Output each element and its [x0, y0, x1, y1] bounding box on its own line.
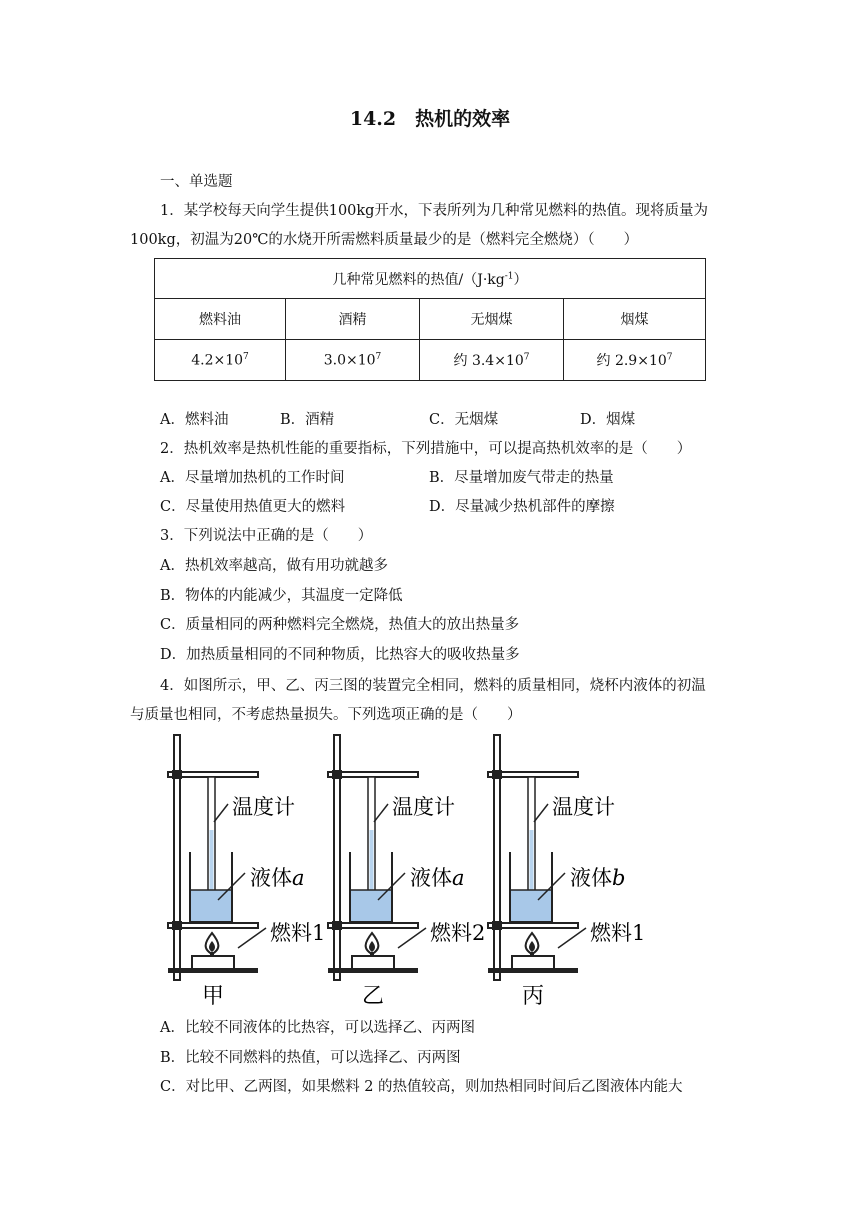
- q1-option-d: D．烟煤: [580, 412, 636, 428]
- q1-stem-line2: 100kg，初温为20℃的水烧开所需燃料质量最少的是（燃料完全燃烧）（ ）: [130, 232, 639, 248]
- q3-stem: 3．下列说法中正确的是（ ）: [160, 528, 373, 544]
- q1-option-c: C．无烟煤: [429, 412, 499, 428]
- q1-option-b: B．酒精: [280, 412, 335, 428]
- q3-option-b: B．物体的内能减少，其温度一定降低: [160, 588, 403, 604]
- q4-option-a: A．比较不同液体的比热容，可以选择乙、丙两图: [160, 1020, 475, 1036]
- fuel-label: 燃料2: [430, 921, 486, 945]
- table-cell-value: $4.2\times 10^7$: [155, 340, 286, 381]
- q2-option-b: B．尽量增加废气带走的热量: [429, 470, 614, 486]
- q1-stem-line1: 1．某学校每天向学生提供100kg开水，下表所列为几种常见燃料的热值。现将质量为: [160, 203, 708, 219]
- table-cell-fuel: 酒精: [286, 299, 420, 340]
- fuel-label: 燃料1: [590, 921, 646, 945]
- liquid-label: 液体a: [250, 866, 305, 890]
- page-title: 14.2 热机的效率: [349, 108, 511, 130]
- q2-option-a: A．尽量增加热机的工作时间: [160, 470, 345, 486]
- q3-option-c: C．质量相同的两种燃料完全燃烧，热值大的放出热量多: [160, 617, 520, 633]
- setup-jia: [168, 735, 325, 1009]
- q3-option-a: A．热机效率越高，做有用功就越多: [160, 558, 388, 574]
- setup-yi: [328, 735, 485, 1009]
- table-cell-fuel: 无烟煤: [420, 299, 564, 340]
- table-cell-value: 约 $2.9\times 10^7$: [564, 340, 706, 381]
- caption-jia: 甲: [202, 984, 225, 1009]
- heating-apparatus-figure: [140, 730, 646, 1010]
- caption-yi: 乙: [362, 984, 385, 1009]
- liquid-label: 液体b: [570, 866, 626, 890]
- thermometer-label: 温度计: [232, 795, 295, 819]
- table-cell-fuel: 燃料油: [155, 299, 286, 340]
- q4-option-c: C．对比甲、乙两图，如果燃料 2 的热值较高，则加热相同时间后乙图液体内能大: [160, 1079, 683, 1095]
- q4-stem-line1: 4．如图所示，甲、乙、丙三图的装置完全相同，燃料的质量相同，烧杯内液体的初温: [160, 678, 706, 694]
- fuel-heat-value-table: [154, 258, 706, 381]
- thermometer-label: 温度计: [552, 795, 615, 819]
- table-cell-value: $3.0\times 10^7$: [286, 340, 420, 381]
- thermometer-label: 温度计: [392, 795, 455, 819]
- caption-bing: 丙: [522, 984, 545, 1009]
- table-cell-value: 约 $3.4\times 10^7$: [420, 340, 564, 381]
- q3-option-d: D．加热质量相同的不同种物质，比热容大的吸收热量多: [160, 647, 520, 663]
- setup-bing: [488, 735, 645, 1009]
- q2-option-c: C．尽量使用热值更大的燃料: [160, 499, 346, 515]
- liquid-label: 液体a: [410, 866, 465, 890]
- q1-option-a: A．燃料油: [160, 412, 229, 428]
- table-header: 几种常见燃料的热值$/(J\cdot kg^{-1})$: [155, 259, 706, 299]
- q2-option-d: D．尽量减少热机部件的摩擦: [429, 499, 615, 515]
- q4-stem-line2: 与质量也相同，不考虑热量损失。下列选项正确的是（ ）: [130, 707, 522, 723]
- q2-stem: 2．热机效率是热机性能的重要指标，下列措施中，可以提高热机效率的是（ ）: [160, 441, 692, 457]
- table-cell-fuel: 烟煤: [564, 299, 706, 340]
- fuel-label: 燃料1: [270, 921, 326, 945]
- section-heading: 一、单选题: [160, 174, 233, 190]
- q4-option-b: B．比较不同燃料的热值，可以选择乙、丙两图: [160, 1050, 461, 1066]
